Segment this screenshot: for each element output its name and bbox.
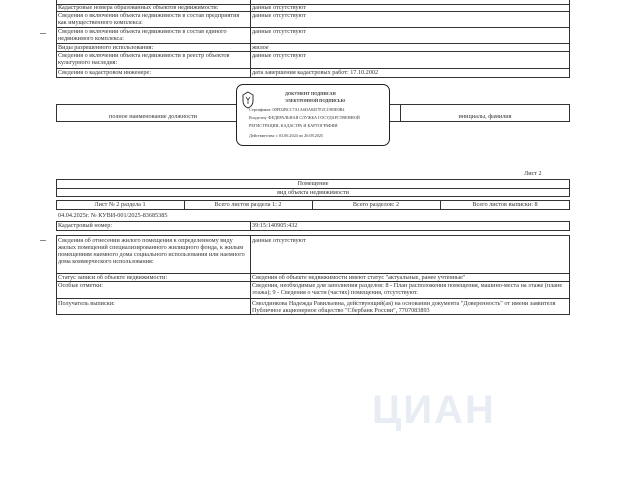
sheet-number: Лист 2 — [524, 170, 542, 177]
detail-label-1: Статус записи об объекте недвижимости: — [58, 274, 168, 281]
top-row-value-2: данные отсутствуют — [252, 28, 306, 35]
stamp-line-5: РЕГИСТРАЦИИ, КАДАСТРА И КАРТОГРАФИИ — [249, 123, 338, 128]
cadastral-label: Кадастровый номер: — [58, 222, 113, 229]
top-row-label-1: Сведения о включении объекта недвижимости в состав предприятия как имущественного комплекса: — [58, 12, 240, 26]
top-row-value-5: дата завершения кадастровых работ: 17.10.2002 — [252, 69, 379, 76]
top-row-value-0: данные отсутствуют — [252, 4, 306, 11]
detail-value-0: данные отсутствуют — [252, 237, 306, 244]
cadastral-value: 39:15:140905:432 — [252, 222, 298, 229]
stamp-line-3: Сертификат: 00FD2BCC7A1A6DA8457F2C1983E0B4 — [249, 107, 345, 112]
detail-label-2: Особые отметки: — [58, 282, 104, 289]
electronic-signature-stamp — [236, 84, 390, 146]
top-row-value-4: данные отсутствуют — [252, 52, 306, 59]
document-reference: 04.04.2025г. № КУВИ-001/2025-83685385 — [58, 212, 168, 219]
meta-sheet: Лист № 2 раздела 1 — [94, 201, 146, 208]
top-row-value-1: данные отсутствуют — [252, 12, 306, 19]
meta-sections: Всего разделов: 2 — [352, 201, 400, 208]
margin-mark — [40, 240, 46, 241]
meta-sheets-in-section: Всего листов раздела 1: 2 — [214, 201, 282, 208]
stamp-line-6: Действителен: с 03.06.2024 по 26.08.2025 — [249, 133, 324, 138]
detail-value-1: Сведения об объекте недвижимости имеют статус "актуальные, ранее учтенные" — [252, 274, 466, 281]
detail-label-0: Сведения об отнесении жилого помещения к определенному виду жилых помещений специализированного жилищного фонда, к жилым помещениям наемного дома социального использования или наемного дома коммерческого использования: — [58, 237, 245, 265]
top-row-label-3: Виды разрешенного использования: — [58, 44, 154, 51]
top-row-label-0: Кадастровые номера образованных объектов недвижимости: — [58, 4, 219, 11]
top-row-label-2: Сведения о включении объекта недвижимости в состав единого недвижимого комплекса: — [58, 28, 227, 42]
name-label: инициалы, фамилия — [458, 113, 512, 120]
detail-label-3: Получатель выписки: — [58, 300, 115, 307]
top-row-label-4: Сведения о включении объекта недвижимости в реестр объектов культурного наследия: — [58, 52, 230, 66]
cadastral-row — [56, 221, 570, 231]
watermark: ЦИАН — [372, 388, 496, 432]
stamp-line-4: Владелец: ФЕДЕРАЛЬНАЯ СЛУЖБА ГОСУДАРСТВЕННОЙ — [249, 115, 360, 120]
section-title: Помещение — [297, 180, 329, 187]
stamp-line-2: ЭЛЕКТРОННОЙ ПОДПИСЬЮ — [285, 98, 346, 103]
position-label: полное наименование должности — [109, 113, 197, 120]
stamp-line-1: ДОКУМЕНТ ПОДПИСАН — [285, 91, 336, 96]
margin-mark — [40, 33, 46, 34]
meta-sheets-total: Всего листов выписки: 8 — [472, 201, 538, 208]
detail-value-2: Сведения, необходимые для заполнения разделов: 8 - План расположения помещения, машино-места на этаже (плане этажа); 9 - Сведения о части (частях) помещения, отсутствуют. — [252, 282, 563, 296]
top-row-label-5: Сведения о кадастровом инженере: — [58, 69, 151, 76]
section-subtitle: вид объекта недвижимости — [277, 189, 349, 196]
detail-value-3: Смолдинкова Надежда Равильевна, действующий(ая) на основании документа "Доверенность" от имени заявителя Публичное акционерное общество "Сбербанк России", 7707083893 — [252, 300, 556, 314]
top-row-value-3: жилое — [252, 44, 269, 51]
